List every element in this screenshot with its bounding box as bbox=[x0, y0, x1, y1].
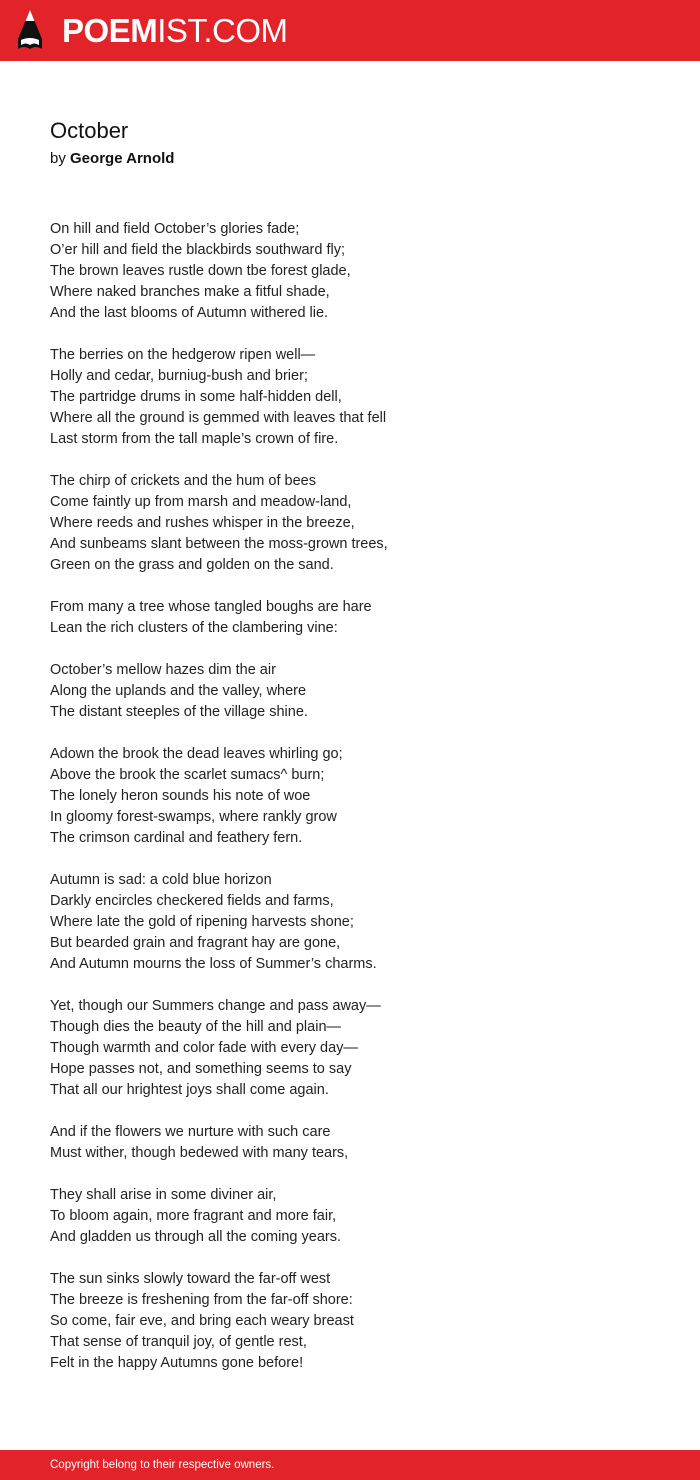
poem-stanza bbox=[50, 744, 650, 849]
author-name: George Arnold bbox=[70, 150, 175, 167]
poem-stanza bbox=[50, 996, 650, 1101]
poem-line: So come, fair eve, and bring each weary breast bbox=[50, 1313, 354, 1329]
poem-line: That sense of tranquil joy, of gentle rest, bbox=[50, 1334, 307, 1350]
poem-line: Felt in the happy Autumns gone before! bbox=[50, 1355, 304, 1371]
site-header bbox=[0, 0, 700, 61]
copyright-text: Copyright belong to their respective owners. bbox=[50, 1459, 275, 1471]
byline bbox=[50, 150, 174, 168]
poem-line: They shall arise in some diviner air, bbox=[50, 1187, 277, 1203]
poem-line: On hill and field October’s glories fade; bbox=[50, 221, 300, 237]
poem-title: October bbox=[50, 118, 129, 143]
poem-stanza bbox=[50, 345, 650, 450]
poem-line: O’er hill and field the blackbirds southward fly; bbox=[50, 242, 345, 258]
poem-line: Darkly encircles checkered fields and farms, bbox=[50, 893, 334, 909]
poem-line: And if the flowers we nurture with such care bbox=[50, 1124, 331, 1140]
poem-line: Holly and cedar, burniug-bush and brier; bbox=[50, 368, 308, 384]
poem-stanza bbox=[50, 870, 650, 975]
site-logo[interactable] bbox=[62, 12, 288, 50]
poem-line: Last storm from the tall maple’s crown of fire. bbox=[50, 431, 339, 447]
poem-body bbox=[50, 219, 650, 1395]
poem-stanza bbox=[50, 1269, 650, 1374]
poem-line: And gladden us through all the coming years. bbox=[50, 1229, 341, 1245]
poem-line: The breeze is freshening from the far-off shore: bbox=[50, 1292, 353, 1308]
poem-line: The distant steeples of the village shine. bbox=[50, 704, 308, 720]
poem-line: Lean the rich clusters of the clambering vine: bbox=[50, 620, 338, 636]
poem-line: From many a tree whose tangled boughs are hare bbox=[50, 599, 372, 615]
poem-line: The berries on the hedgerow ripen well— bbox=[50, 347, 316, 363]
logo-text-bold: POEM bbox=[62, 12, 158, 49]
poem-line: Autumn is sad: a cold blue horizon bbox=[50, 872, 272, 888]
poem-line: October’s mellow hazes dim the air bbox=[50, 662, 276, 678]
poem-line: Where reeds and rushes whisper in the breeze, bbox=[50, 515, 355, 531]
poem-line: And Autumn mourns the loss of Summer’s charms. bbox=[50, 956, 377, 972]
poem-line: Though warmth and color fade with every day— bbox=[50, 1040, 358, 1056]
poem-stanza bbox=[50, 1185, 650, 1248]
poem-line: Though dies the beauty of the hill and plain— bbox=[50, 1019, 342, 1035]
poem-stanza bbox=[50, 597, 650, 639]
poem-line: Adown the brook the dead leaves whirling go; bbox=[50, 746, 343, 762]
poem-line: That all our hrightest joys shall come again. bbox=[50, 1082, 329, 1098]
poem-line: The sun sinks slowly toward the far-off west bbox=[50, 1271, 331, 1287]
poem-line: Green on the grass and golden on the sand. bbox=[50, 557, 334, 573]
poem-line: In gloomy forest-swamps, where rankly grow bbox=[50, 809, 337, 825]
logo-text-light: IST.COM bbox=[157, 12, 288, 49]
poem-line: And the last blooms of Autumn withered lie. bbox=[50, 305, 329, 321]
poem-line: The partridge drums in some half-hidden dell, bbox=[50, 389, 342, 405]
poem-line: But bearded grain and fragrant hay are gone, bbox=[50, 935, 341, 951]
poem-line: Yet, though our Summers change and pass away— bbox=[50, 998, 381, 1014]
poem-stanza bbox=[50, 471, 650, 576]
site-footer bbox=[0, 1450, 700, 1480]
poem-line: Come faintly up from marsh and meadow-land, bbox=[50, 494, 352, 510]
poem-line: Where late the gold of ripening harvests shone; bbox=[50, 914, 354, 930]
poem-line: To bloom again, more fragrant and more fair, bbox=[50, 1208, 337, 1224]
poem-line: And sunbeams slant between the moss-grown trees, bbox=[50, 536, 388, 552]
pencil-logo-icon[interactable] bbox=[17, 9, 43, 53]
poem-line: Where all the ground is gemmed with leaves that fell bbox=[50, 410, 387, 426]
poem-stanza bbox=[50, 219, 650, 324]
poem-line: Hope passes not, and something seems to say bbox=[50, 1061, 352, 1077]
poem-line: Must wither, though bedewed with many tears, bbox=[50, 1145, 349, 1161]
poem-line: The crimson cardinal and feathery fern. bbox=[50, 830, 303, 846]
poem-line: Where naked branches make a fitful shade, bbox=[50, 284, 330, 300]
poem-line: Along the uplands and the valley, where bbox=[50, 683, 307, 699]
poem-line: The lonely heron sounds his note of woe bbox=[50, 788, 311, 804]
poem-line: Above the brook the scarlet sumacs^ burn; bbox=[50, 767, 325, 783]
poem-line: The chirp of crickets and the hum of bees bbox=[50, 473, 316, 489]
poem-line: The brown leaves rustle down tbe forest glade, bbox=[50, 263, 351, 279]
poem-stanza bbox=[50, 1122, 650, 1164]
poem-stanza bbox=[50, 660, 650, 723]
by-label: by bbox=[50, 150, 66, 167]
